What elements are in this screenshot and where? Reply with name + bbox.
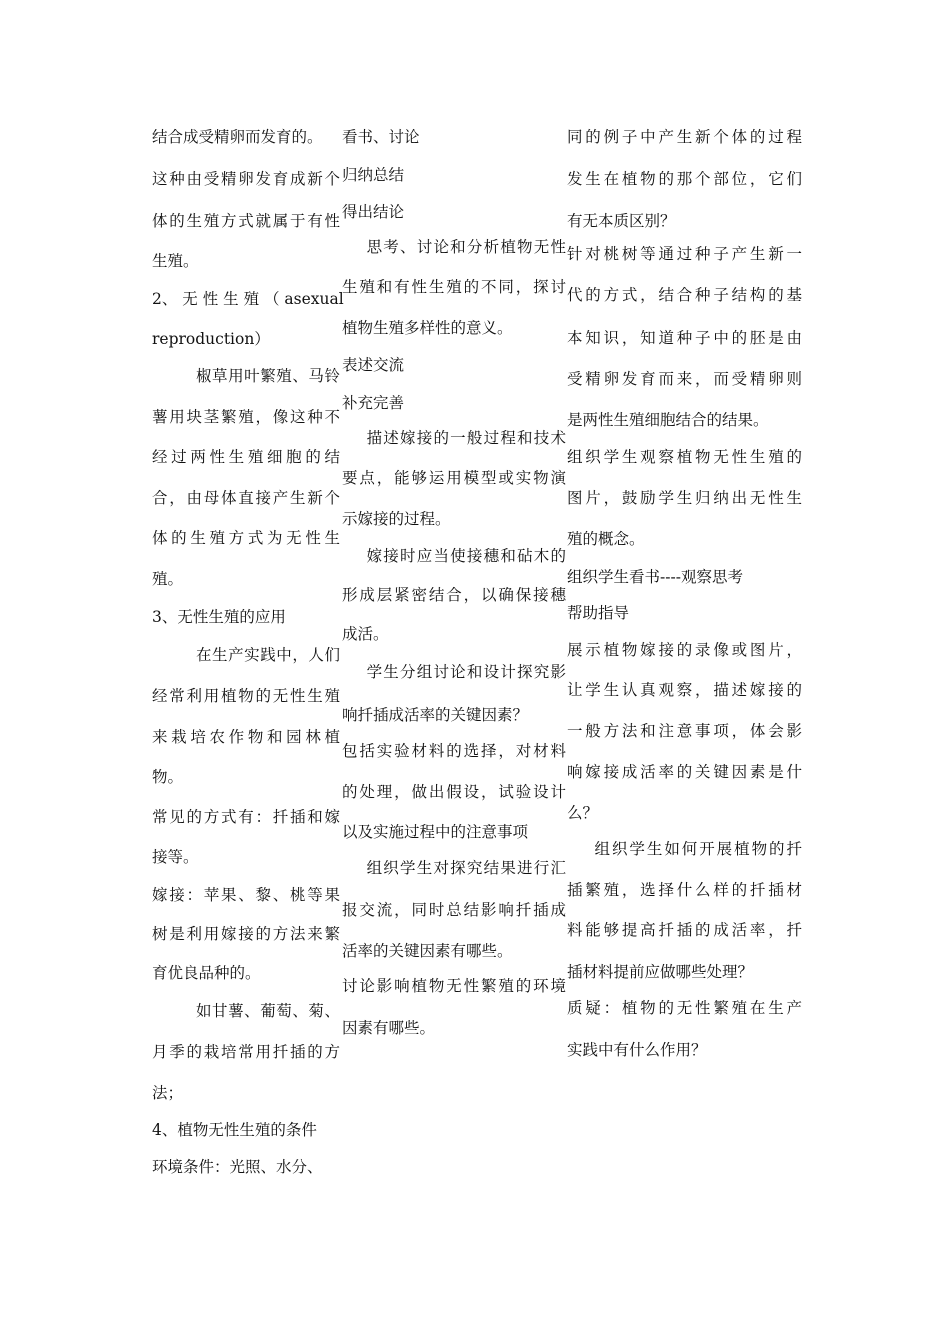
right-column-line: 帮助指导 <box>567 604 630 622</box>
middle-column-line: 示嫁接的过程。 <box>342 510 451 528</box>
left-column-line: 3、无性生殖的应用 <box>152 608 286 626</box>
middle-column-line: 得出结论 <box>342 203 405 221</box>
left-column-line: 椒草用叶繁殖、马铃 <box>152 367 340 385</box>
right-column-line: 组织学生看书----观察思考 <box>567 568 743 586</box>
middle-column-line: 形成层紧密结合，以确保接穗 <box>342 586 566 604</box>
right-column-line: 代的方式，结合种子结构的基 <box>567 286 802 304</box>
middle-column-line: 学生分组讨论和设计探究影 <box>342 663 566 681</box>
right-column-line: 本知识，知道种子中的胚是由 <box>567 329 802 347</box>
left-column-line: 经常利用植物的无性生殖 <box>152 687 340 705</box>
right-column-line: 插繁殖，选择什么样的扦插材 <box>567 881 802 899</box>
right-column-line: 受精卵发育而来，而受精卵则 <box>567 370 802 388</box>
left-column-line: 在生产实践中，人们 <box>152 646 340 664</box>
right-column-line: 针对桃树等通过种子产生新一 <box>567 245 802 263</box>
left-column-line: 这种由受精卵发育成新个 <box>152 170 340 188</box>
right-column-line: 组织学生观察植物无性生殖的 <box>567 448 802 466</box>
right-column-line: 插材料提前应做哪些处理？ <box>567 963 754 981</box>
right-column-line: 是两性生殖细胞结合的结果。 <box>567 411 769 429</box>
left-column-line: 体的生殖方式为无性生 <box>152 529 340 547</box>
right-column-line: 展示植物嫁接的录像或图片， <box>567 641 802 659</box>
right-column-line: 组织学生如何开展植物的扦 <box>567 840 802 858</box>
middle-column-line: 活率的关键因素有哪些。 <box>342 942 513 960</box>
middle-column-line: 看书、讨论 <box>342 128 420 146</box>
right-column-line: 料能够提高扦插的成活率，扦 <box>567 921 802 939</box>
right-column-line: 发生在植物的那个部位，它们 <box>567 170 802 188</box>
middle-column-line: 以及实施过程中的注意事项 <box>342 823 529 841</box>
left-column-line: 薯用块茎繁殖，像这种不 <box>152 408 340 426</box>
left-column-line: 树是利用嫁接的方法来繁 <box>152 925 340 943</box>
left-column-line: 合，由母体直接产生新个 <box>152 489 340 507</box>
right-column-line: 图片，鼓励学生归纳出无性生 <box>567 489 802 507</box>
right-column-line: 响嫁接成活率的关键因素是什 <box>567 763 802 781</box>
middle-column-line: 描述嫁接的一般过程和技术 <box>342 429 566 447</box>
left-column-line: reproduction） <box>152 330 270 348</box>
left-column-line: 4、植物无性生殖的条件 <box>152 1121 317 1139</box>
middle-column-line: 的处理，做出假设，试验设计 <box>342 783 566 801</box>
middle-column-line: 归纳总结 <box>342 166 405 184</box>
left-column-line: 结合成受精卵而发育的。 <box>152 128 323 146</box>
left-column-line: 殖。 <box>152 570 184 588</box>
middle-column-line: 嫁接时应当使接穗和砧木的 <box>342 547 566 565</box>
left-column-line: 法； <box>152 1084 184 1102</box>
right-column-line: 实践中有什么作用？ <box>567 1041 707 1059</box>
middle-column-line: 补充完善 <box>342 394 405 412</box>
left-column-line: 接等。 <box>152 848 199 866</box>
left-column-line: 物。 <box>152 768 184 786</box>
left-column-line: 嫁接：苹果、黎、桃等果 <box>152 886 340 904</box>
left-column-line: 体的生殖方式就属于有性 <box>152 212 340 230</box>
right-column-line: 同的例子中产生新个体的过程 <box>567 128 802 146</box>
right-column-line: 殖的概念。 <box>567 530 645 548</box>
left-column-line: 2、 无 性 生 殖 （ asexual <box>152 290 344 308</box>
right-column-line: 有无本质区别？ <box>567 212 676 230</box>
left-column-line: 育优良品种的。 <box>152 964 261 982</box>
middle-column-line: 生殖和有性生殖的不同，探讨 <box>342 278 566 296</box>
left-column-line: 来栽培农作物和园林植 <box>152 728 340 746</box>
middle-column-line: 响扦插成活率的关键因素？ <box>342 706 529 724</box>
left-column-line: 如甘薯、葡萄、菊、 <box>152 1002 340 1020</box>
left-column-line: 生殖。 <box>152 252 199 270</box>
left-column-line: 月季的栽培常用扦插的方 <box>152 1043 340 1061</box>
middle-column-line: 报交流，同时总结影响扦插成 <box>342 901 566 919</box>
middle-column-line: 包括实验材料的选择，对材料 <box>342 742 566 760</box>
right-column-line: 一般方法和注意事项，体会影 <box>567 722 802 740</box>
middle-column-line: 思考、讨论和分析植物无性 <box>342 238 566 256</box>
left-column-line: 常见的方式有：扦插和嫁 <box>152 808 340 826</box>
right-column-line: 么？ <box>567 804 599 822</box>
middle-column-line: 表述交流 <box>342 356 405 374</box>
middle-column-line: 要点，能够运用模型或实物演 <box>342 469 566 487</box>
middle-column-line: 成活。 <box>342 625 389 643</box>
middle-column-line: 讨论影响植物无性繁殖的环境 <box>342 977 566 995</box>
middle-column-line: 组织学生对探究结果进行汇 <box>342 859 566 877</box>
left-column-line: 经过两性生殖细胞的结 <box>152 448 340 466</box>
middle-column-line: 植物生殖多样性的意义。 <box>342 319 513 337</box>
right-column-line: 质疑：植物的无性繁殖在生产 <box>567 999 802 1017</box>
left-column-line: 环境条件：光照、水分、 <box>152 1158 323 1176</box>
middle-column-line: 因素有哪些。 <box>342 1019 436 1037</box>
right-column-line: 让学生认真观察，描述嫁接的 <box>567 681 802 699</box>
